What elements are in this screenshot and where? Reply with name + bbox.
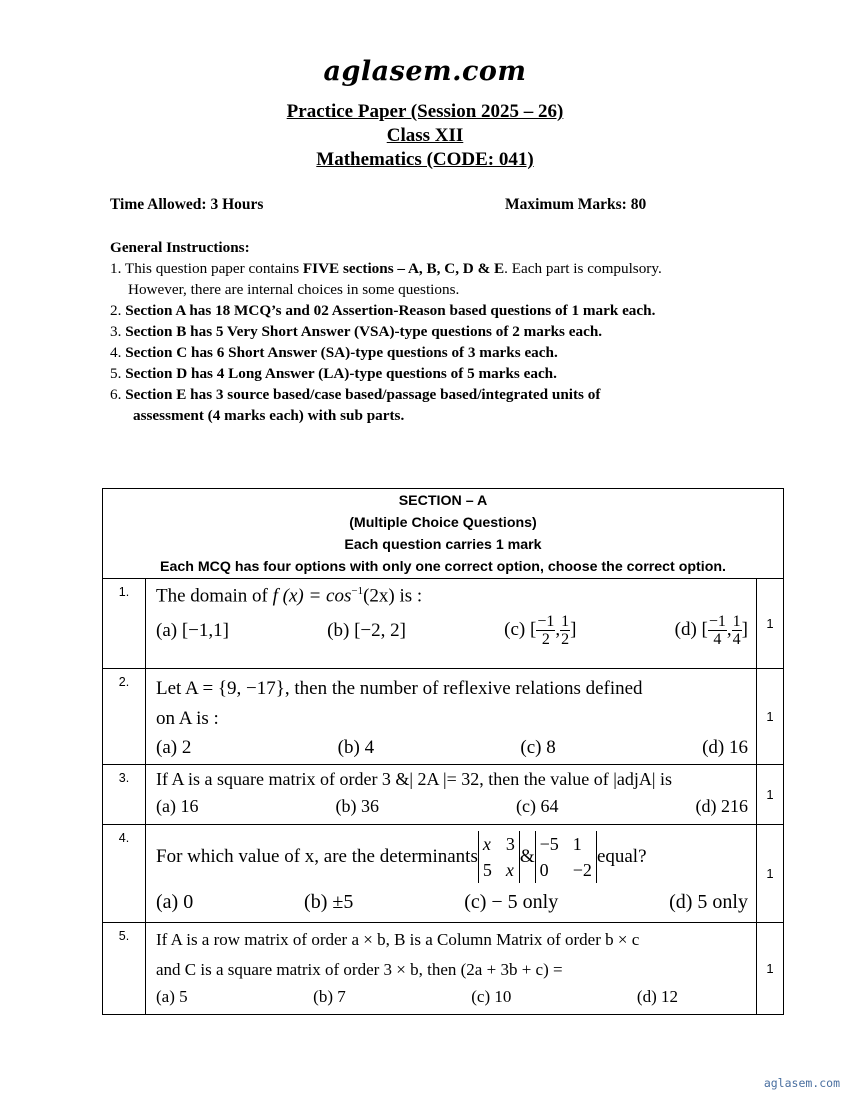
instruction-2: 2. Section A has 18 MCQ’s and 02 Assertion-Reason based questions of 1 mark each. [110,302,656,319]
question-number: 1. [103,579,146,669]
question-text: Let A = {9, −17}, then the number of reflexive relations defined [156,678,643,699]
option-d: (d) 5 only [669,891,748,913]
section-subtitle: (Multiple Choice Questions) [349,515,537,531]
option-d: (d) 16 [702,737,748,758]
question-body [146,923,757,1015]
options [156,987,748,1007]
question-marks: 1 [757,669,784,765]
question-row [103,579,784,669]
options [156,891,748,914]
option-a: (a) 16 [156,796,199,816]
option-a: (a) [−1,1] [156,619,229,641]
question-row [103,923,784,1015]
question-text: If A is a row matrix of order a × b, B is a Column Matrix of order b × c [156,930,640,949]
section-title: SECTION – A [398,493,488,509]
question-body [146,669,757,765]
maximum-marks: Maximum Marks: 80 [505,196,647,213]
general-instructions [110,237,750,426]
question-text-cont: on A is : [156,708,219,729]
options [156,796,748,817]
question-number: 4. [103,825,146,923]
question-text: If A is a square matrix of order 3 &| 2A |= 32, then the value of |adjA| is [156,769,672,789]
section-a-table [102,488,784,1015]
option-a: (a) 2 [156,737,192,758]
paper-title: Practice Paper (Session 2025 – 26) [286,101,564,122]
instruction-1: 1. This question paper contains FIVE sections – A, B, C, D & E. Each part is compulsory. [110,260,662,277]
option-a: (a) 0 [156,891,194,913]
instruction-6: 6. Section E has 3 source based/case based/passage based/integrated units of [110,386,601,403]
instruction-6-cont: assessment (4 marks each) with sub parts. [133,407,405,424]
instruction-1-note: However, there are internal choices in some questions. [128,281,460,298]
instruction-5: 5. Section D has 4 Long Answer (LA)-type questions of 5 marks each. [110,365,557,382]
instruction-4: 4. Section C has 6 Short Answer (SA)-type questions of 3 marks each. [110,344,558,361]
question-number: 3. [103,765,146,825]
option-c: (c) [ $\frac{-1}{2}$ , $\frac{1}{2}$ ] [504,613,577,649]
option-a: (a) 5 [156,987,188,1006]
determinant-1: x 3 5 x [478,831,520,883]
options [156,613,748,648]
question-text: The domain of f $(x) = \cos^{-1}(2x)$ is : [156,585,423,607]
option-b: (b) 36 [335,796,379,816]
section-header [103,489,784,579]
class-title: Class XII [386,125,464,146]
question-marks: 1 [757,825,784,923]
option-c: (c) − 5 only [464,891,559,913]
time-allowed: Time Allowed: 3 Hours [110,196,264,213]
question-marks: 1 [757,579,784,669]
question-row [103,765,784,825]
determinant-2: −5 1 0 −2 [535,831,597,883]
question-row [103,669,784,765]
question-body [146,579,757,669]
option-d: (d) [ $\frac{-1}{4}$ , $\frac{1}{4}$ ] [674,613,748,649]
section-marks-note: Each question carries 1 mark [344,537,542,553]
site-logo: aglasem.com [323,56,527,87]
question-text-cont: and C is a square matrix of order 3 × b, then (2a + 3b + c) = [156,960,563,979]
option-c: (c) 10 [471,987,512,1006]
question-number: 2. [103,669,146,765]
subject-title: Mathematics (CODE: 041) [316,149,534,170]
question-marks: 1 [757,765,784,825]
option-b: (b) ±5 [304,891,354,913]
question-body [146,825,757,923]
option-c: (c) 64 [515,796,559,816]
question-marks: 1 [757,923,784,1015]
option-b: (b) 7 [313,987,346,1006]
footer-watermark: aglasem.com [763,1076,840,1090]
option-b: (b) [−2, 2] [327,619,406,641]
question-body [146,765,757,825]
option-d: (d) 12 [636,987,678,1006]
question-row [103,825,784,923]
question-number: 5. [103,923,146,1015]
option-d: (d) 216 [695,796,748,816]
options [156,737,748,759]
instructions-heading: General Instructions: [110,239,250,256]
section-header-row [103,489,784,579]
instruction-3: 3. Section B has 5 Very Short Answer (VSA)-type questions of 2 marks each. [110,323,603,340]
question-text: For which value of x, are the determinants x 3 5 x & −5 1 0 −2 equal? [156,831,748,883]
option-c: (c) 8 [520,737,556,758]
option-b: (b) 4 [337,737,375,758]
section-instruction: Each MCQ has four options with only one correct option, choose the correct option. [160,559,726,575]
